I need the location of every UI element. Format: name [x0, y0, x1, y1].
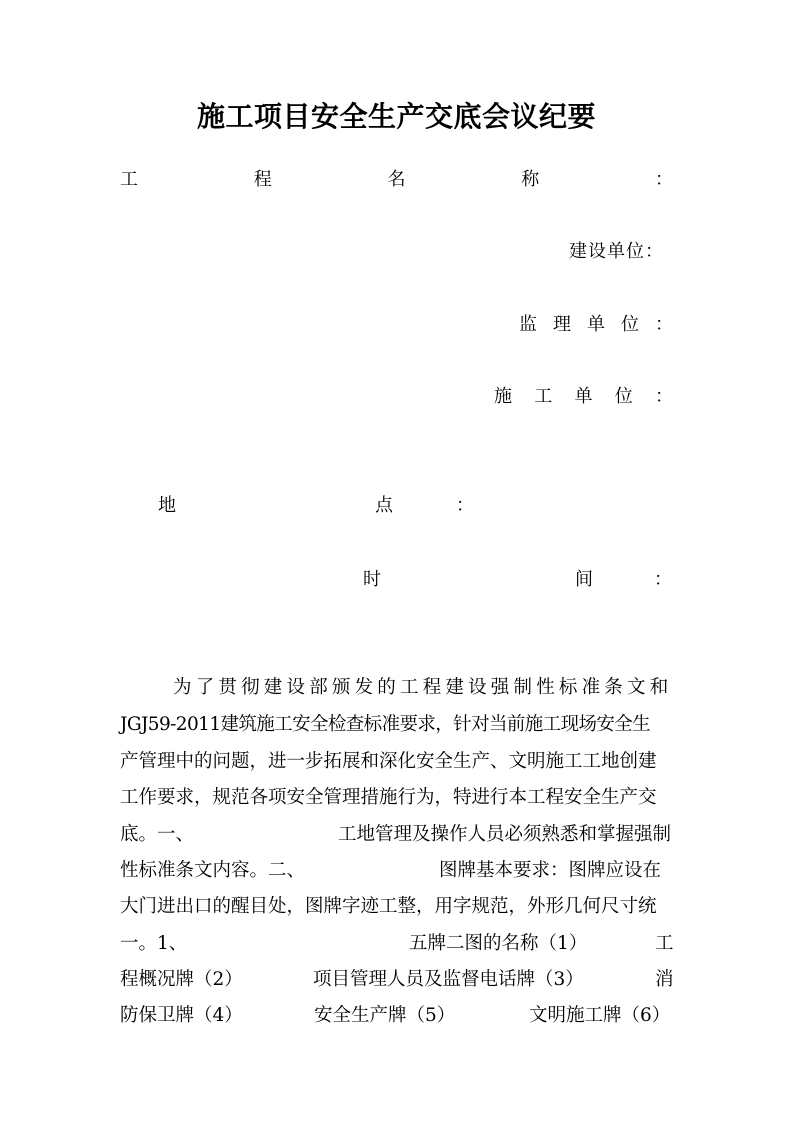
field-char: 单 — [587, 314, 605, 335]
location-colon: ： — [456, 495, 474, 516]
body-text: 性标准条文内容。二、 — [120, 860, 306, 881]
field-char: 工 — [120, 169, 138, 190]
body-line — [120, 750, 673, 774]
body-text: 大门进出口的醒目处，图牌字迹工整，用字规范，外形几何尺寸统 — [120, 896, 657, 917]
body-text: 产管理中的问题，进一步拓展和深化安全生产、文明施工工地创建 — [120, 751, 657, 772]
body-text: 一。1、 — [120, 933, 188, 954]
project-name-field — [120, 168, 673, 192]
body-text: 程概况牌（2） — [120, 969, 243, 990]
field-char: ： — [655, 314, 673, 335]
field-char: 单 — [574, 386, 593, 407]
field-char: 监 — [519, 314, 537, 335]
body-text: 工 — [655, 933, 674, 954]
location-char-2: 点 — [375, 495, 393, 516]
field-char: 工 — [534, 386, 553, 407]
body-text: 消 — [655, 969, 674, 990]
time-char-2: 间 — [575, 569, 593, 590]
field-char: 名 — [387, 169, 406, 190]
field-char: 施 — [494, 386, 512, 407]
field-char: 程 — [253, 169, 272, 190]
field-char: ： — [655, 386, 673, 407]
body-line — [120, 786, 673, 810]
body-text: 文明施工牌（6） — [529, 1005, 671, 1026]
field-char: 位 — [614, 386, 633, 407]
field-char: 位 — [621, 314, 639, 335]
time-colon: ： — [654, 569, 672, 590]
body-line — [120, 713, 673, 737]
body-text: 安全生产牌（5） — [314, 1005, 456, 1026]
body-text: 图牌基本要求：图牌应设在 — [439, 860, 662, 881]
body-text: 防保卫牌（4） — [120, 1005, 243, 1026]
body-line — [120, 895, 673, 919]
page-title: 施工项目安全生产交底会议纪要 — [196, 100, 596, 133]
builder-unit-field — [494, 385, 673, 409]
field-char: 称 — [521, 169, 540, 190]
field-char: 理 — [553, 314, 571, 335]
body-text: 工作要求，规范各项安全管理措施行为，特进行本工程安全生产交 — [120, 787, 657, 808]
supervision-unit-field — [519, 313, 673, 337]
field-char: ： — [655, 169, 673, 190]
body-text: JGJ59-2011建筑施工安全检查标准要求，针对当前施工现场安全生 — [120, 714, 651, 735]
construction-unit-field: 建设单位： — [569, 241, 664, 262]
body-text: 底。一、 — [120, 824, 195, 845]
location-char-1: 地 — [158, 495, 176, 516]
body-text: 项目管理人员及监督电话牌（3） — [313, 969, 584, 990]
body-text: 为了贯彻建设部颁发的工程建设强制性标准条文和 — [173, 677, 673, 698]
body-text: 工地管理及操作人员必须熟悉和掌握强制 — [338, 824, 672, 845]
body-line — [173, 676, 673, 700]
time-char-1: 时 — [363, 569, 381, 590]
body-text: 五牌二图的名称（1） — [409, 933, 588, 954]
